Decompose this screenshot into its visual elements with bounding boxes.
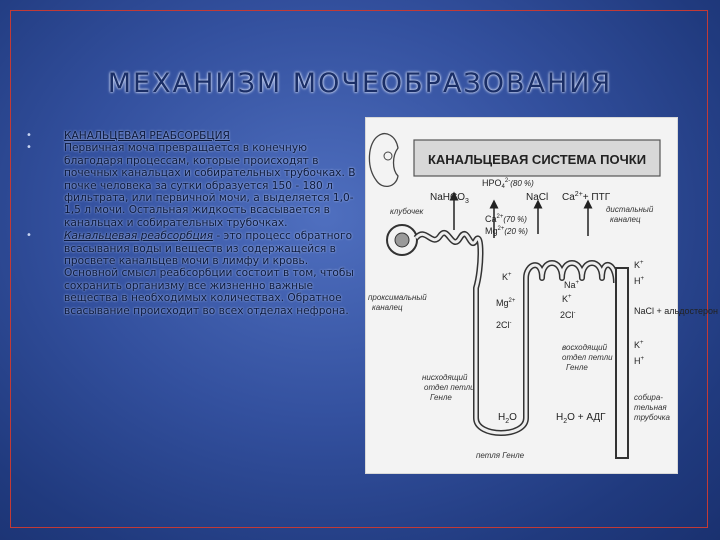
- label-collecting-1: собира-: [634, 393, 663, 402]
- label-collecting-3: трубочка: [634, 413, 670, 422]
- nephron-diagram: [366, 118, 718, 473]
- nephron-tubule: [416, 233, 616, 433]
- label-proximal-1: проксимальный: [368, 293, 427, 302]
- substance-h-right: H+: [634, 276, 645, 286]
- bullet-heading: КАНАЛЬЦЕВАЯ РЕАБСОРБЦИЯ: [64, 130, 230, 142]
- bullet-text: Первичная моча превращается в конечную благодаря процессам, которые происходят в почечных канальцах и собирательных трубочках. В почке человека за сутки образуется 150 - 180 л фильтрата, или первичной мочи, а выделяется 1,0-1,5 л мочи. Остальная жидкость всасывается в канальцах и собирательных трубочках.: [64, 142, 356, 229]
- bullet-marker: •: [26, 142, 32, 154]
- label-proximal-2: каналец: [372, 303, 403, 312]
- substance-k: K+: [502, 272, 512, 282]
- bullet-item: [26, 142, 356, 229]
- diagram-heading: КАНАЛЬЦЕВАЯ СИСТЕМА ПОЧКИ: [427, 152, 647, 167]
- substance-h2o: $H_2O$: [498, 412, 517, 425]
- bullet-marker: •: [26, 230, 32, 242]
- bullet-item: [26, 230, 356, 317]
- substance-nahco3: NaHCO$_3$: [430, 192, 469, 205]
- bullet-item: [26, 130, 356, 142]
- substance-mg: $Mg^{2+}$: [496, 298, 516, 308]
- slide-title: МЕХАНИЗМ МОЧЕОБРАЗОВАНИЯ: [107, 68, 613, 99]
- substance-hpo4: $HPO_4^{2-}(80$ %): [482, 178, 534, 190]
- substance-ca-70: $Ca^{2+}(70$ %): [485, 214, 527, 224]
- label-loop: петля Генле: [476, 451, 525, 460]
- substance-nacl-aldosterone: NaCl + альдостерон: [634, 306, 718, 316]
- bullet-list: [26, 130, 356, 317]
- label-ascending-2: отдел петли: [562, 353, 613, 362]
- substance-mg-20: $Mg^{2+}(20$ %): [485, 226, 528, 236]
- substance-h-right-2: H+: [634, 356, 645, 366]
- label-ascending-3: Генле: [566, 363, 588, 372]
- substance-2cl-2: 2Cl-: [560, 310, 576, 320]
- collecting-duct: [616, 268, 628, 458]
- label-glomerulus: клубочек: [390, 207, 424, 216]
- bullet-marker: •: [26, 130, 32, 141]
- glomerulus-core: [395, 233, 409, 247]
- label-descending-1: нисходящий: [422, 373, 468, 382]
- substance-ca-pth: $Ca^{2+}+$ ПТГ: [562, 191, 611, 203]
- kidney-pelvis-shape: [384, 152, 392, 160]
- substance-nacl: NaCl: [526, 192, 549, 203]
- kidney-icon: [369, 134, 398, 187]
- nephron-figure: [365, 117, 718, 474]
- label-descending-3: Генле: [430, 393, 452, 402]
- label-collecting-2: тельная: [634, 403, 667, 412]
- substance-2cl: 2Cl-: [496, 320, 512, 330]
- substance-k-right-2: K+: [634, 340, 644, 350]
- substance-na: Na+: [564, 280, 580, 290]
- substance-k-right: K+: [634, 260, 644, 270]
- label-descending-2: отдел петли: [424, 383, 475, 392]
- bullet-term: Канальцевая реабсорбция: [64, 230, 213, 243]
- substance-h2o-adh: $H_2O$ + АДГ: [556, 412, 606, 425]
- label-ascending-1: восходящий: [562, 343, 608, 352]
- label-distal-1: дистальный: [606, 205, 654, 214]
- label-distal-2: каналец: [610, 215, 641, 224]
- bullet-text: - это процесс обратного всасывания воды и веществ из содержащейся в просвете канальцев мочи в лимфу и кровь. Основной смысл реабсорбции состоит в том, чтобы сохранить организму все жизненно важные вещества в необходимых количествах. Обратное всасывание происходит во всех отделах нефрона.: [64, 230, 354, 317]
- substance-k-2: K+: [562, 294, 572, 304]
